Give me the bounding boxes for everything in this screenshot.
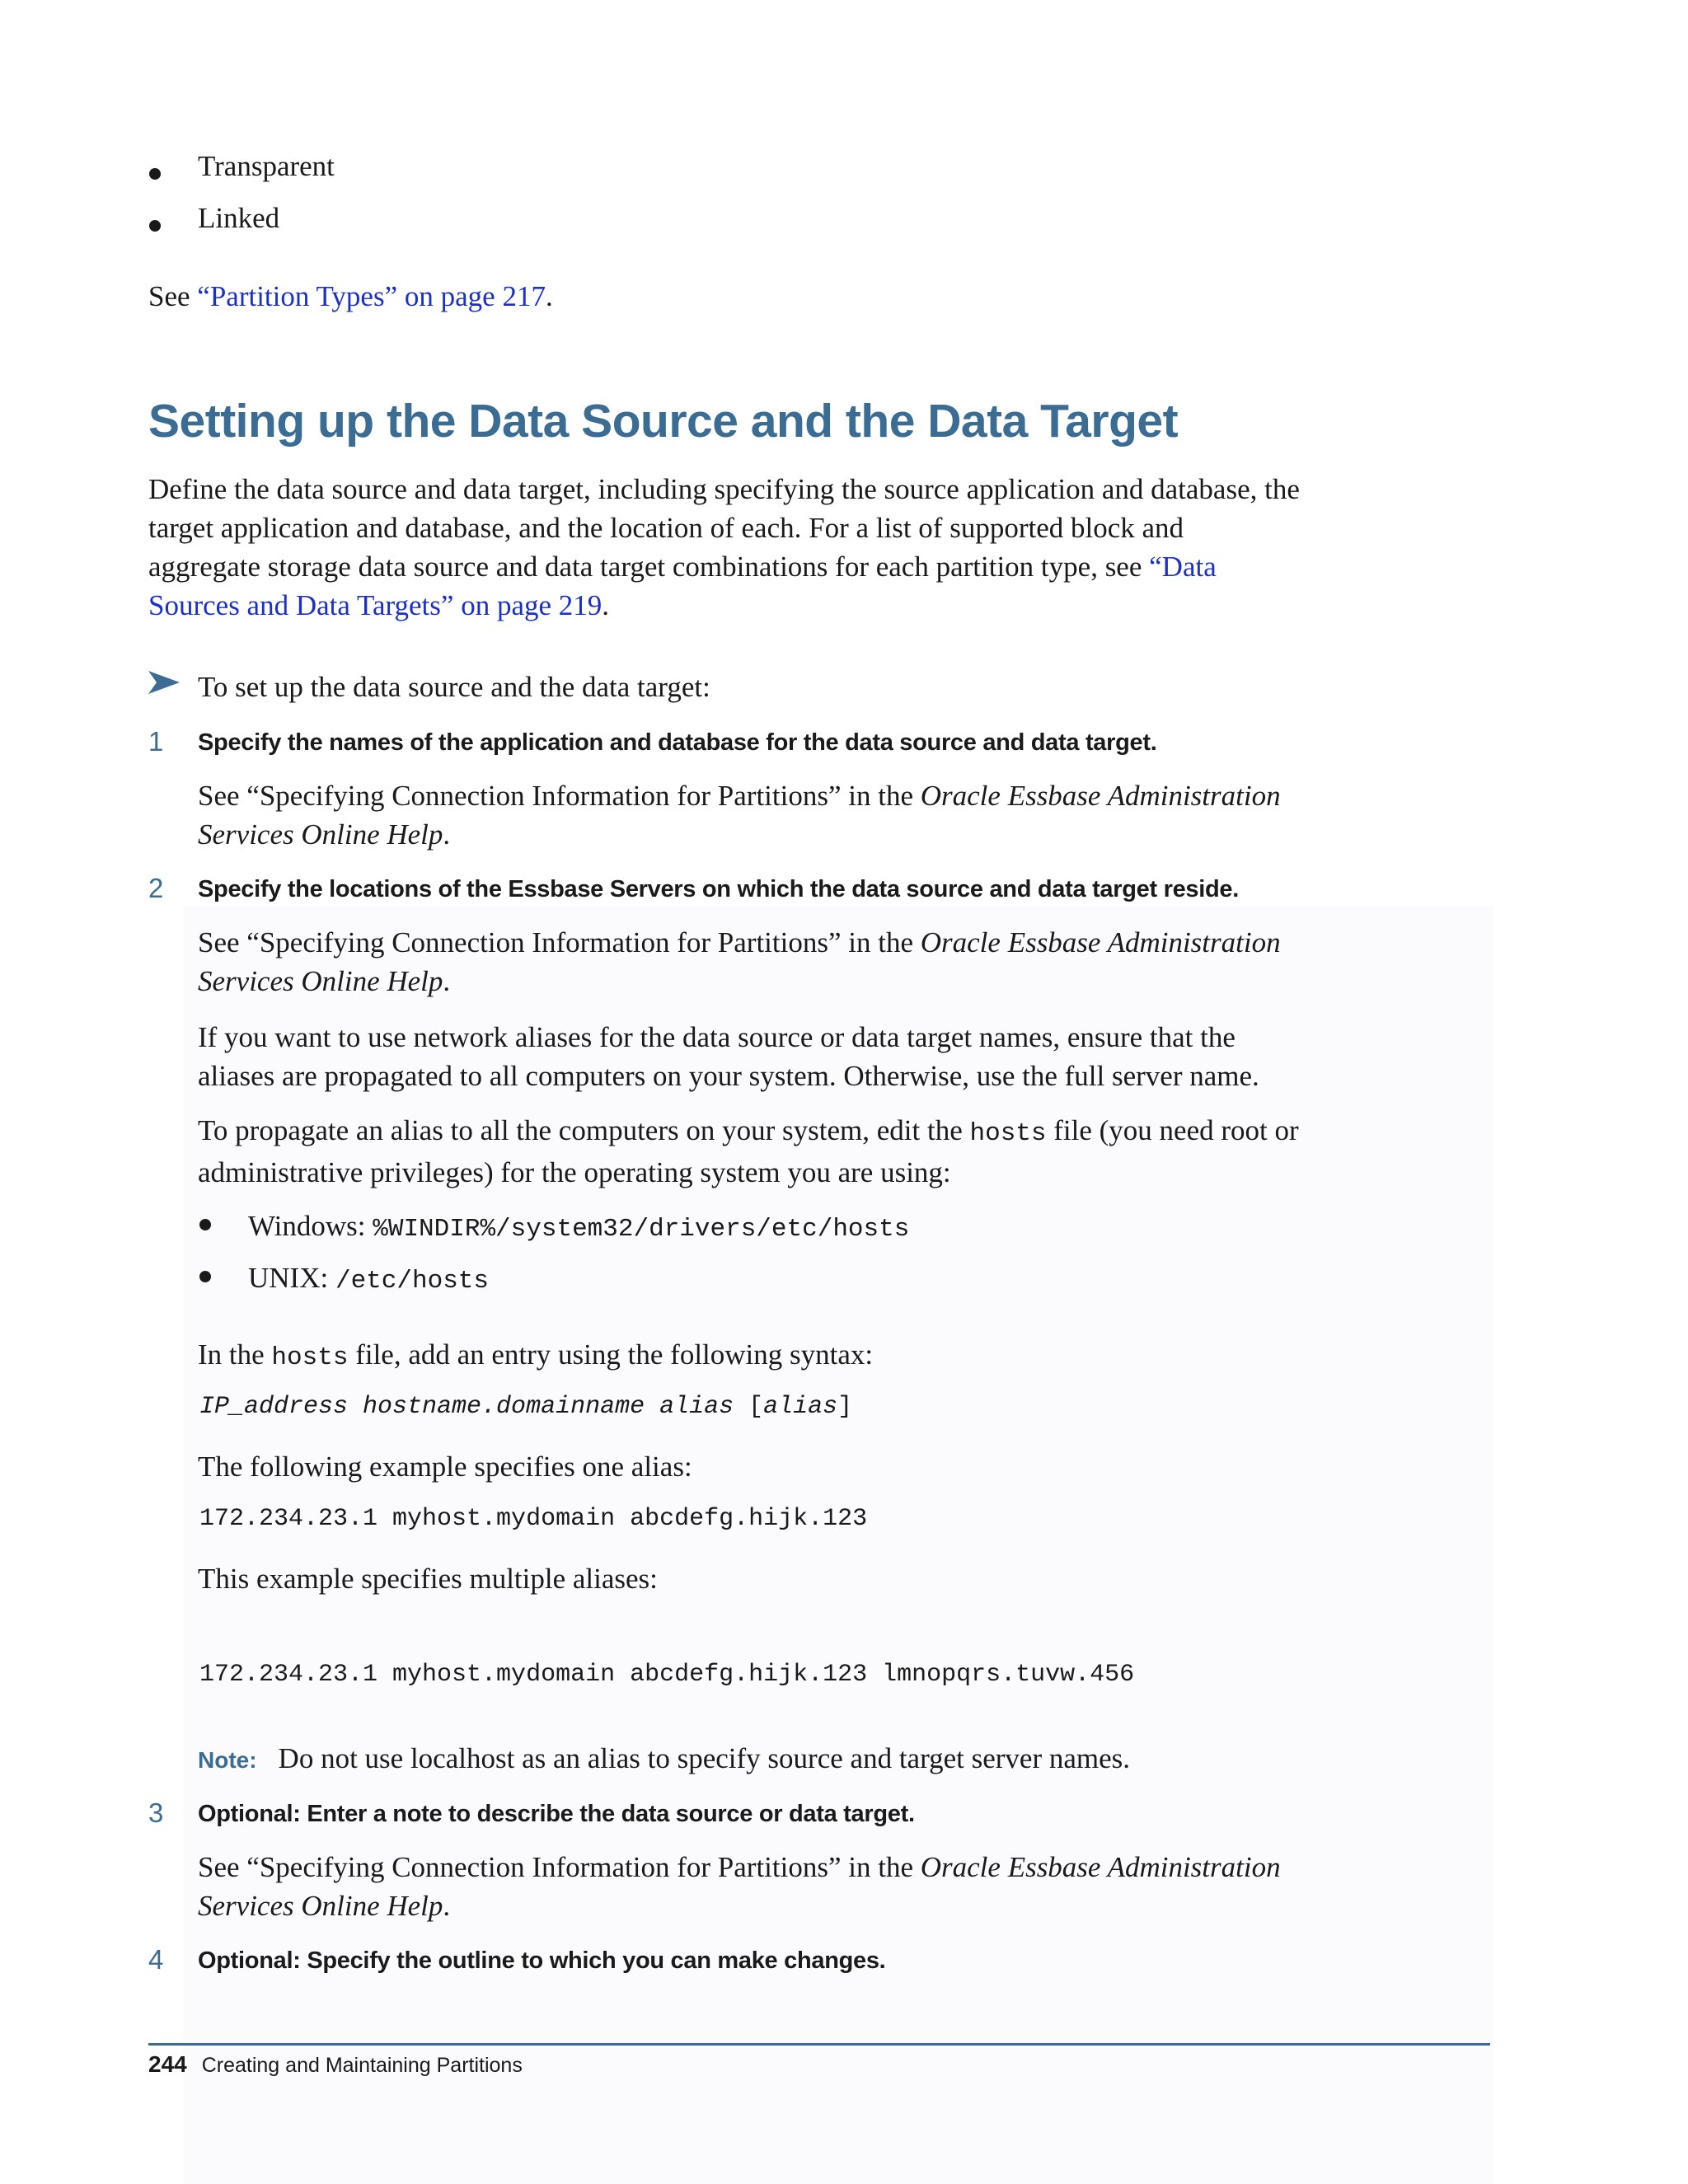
syntax-line: IP_address hostname.domainname alias [alias]: [199, 1393, 853, 1421]
step-4-text: Optional: Specify the outline to which you can make changes.: [198, 1947, 886, 1974]
partition-types-link[interactable]: “Partition Types” on page 217: [197, 280, 546, 312]
step-1-text: Specify the names of the application and database for the data source and data target.: [198, 729, 1157, 756]
step-3-see-help: See “Specifying Connection Information for Partitions” in the Oracle Essbase Administration Services Online Help.: [198, 1851, 1281, 1922]
note-text: Do not use localhost as an alias to specify source and target server names.: [278, 1742, 1131, 1774]
section-heading: Setting up the Data Source and the Data Target: [148, 395, 1179, 448]
alias-paragraph: If you want to use network aliases for the data source or data target names, ensure that the aliases are propagated to all computers on your system. Otherwise, use the full server name.: [198, 1021, 1259, 1092]
footer-rule: [148, 2043, 1490, 2046]
bullet-item-linked: Linked: [198, 202, 280, 234]
os-bullet-unix: UNIX: /etc/hosts: [248, 1262, 489, 1296]
os-bullet-windows: Windows: %WINDIR%/system32/drivers/etc/hosts: [248, 1210, 910, 1244]
example-multi-label: This example specifies multiple aliases:: [198, 1563, 658, 1595]
note-label: Note:: [198, 1747, 257, 1773]
example-one-code: 172.234.23.1 myhost.mydomain abcdefg.hijk.123: [199, 1505, 868, 1533]
step-3-text: Optional: Enter a note to describe the data source or data target.: [198, 1801, 915, 1827]
step-number: 1: [148, 726, 164, 757]
example-multi-code: 172.234.23.1 myhost.mydomain abcdefg.hijk.123 lmnopqrs.tuvw.456: [199, 1661, 1135, 1689]
see-partition-types: See “Partition Types” on page 217.: [148, 280, 553, 312]
step-number: 3: [148, 1797, 164, 1828]
step-2-see-help: See “Specifying Connection Information for Partitions” in the Oracle Essbase Administration Services Online Help.: [198, 926, 1281, 997]
example-one-label: The following example specifies one alias:: [198, 1451, 692, 1483]
page-footer: [148, 2050, 523, 2079]
propagate-paragraph: To propagate an alias to all the computers on your system, edit the hosts file (you need root or administrative privileges) for the operating system you are using:: [198, 1114, 1299, 1188]
step-1-see-help: See “Specifying Connection Information for Partitions” in the Oracle Essbase Administration Services Online Help.: [198, 780, 1281, 851]
step-number: 2: [148, 873, 164, 903]
procedure-intro: To set up the data source and the data target:: [198, 671, 710, 703]
page-shade: [183, 907, 1493, 2184]
step-2-text: Specify the locations of the Essbase Servers on which the data source and data target reside.: [198, 876, 1239, 902]
bullet-item-transparent: Transparent: [198, 150, 335, 182]
chapter-title: Creating and Maintaining Partitions: [201, 2054, 523, 2077]
step-number: 4: [148, 1944, 164, 1975]
note: [198, 1739, 1130, 1778]
data-sources-targets-link[interactable]: “Data Sources and Data Targets” on page 219: [148, 551, 1217, 621]
arrow-right-icon: [148, 671, 180, 698]
intro-paragraph: Define the data source and data target, including specifying the source application and database, the target application and database, and the location of each. For a list of supported block and aggregate storage data source and data target combinations for each partition type, see “Data Sources and Data Targets” on page 219.: [148, 473, 1300, 621]
hosts-entry-text: In the hosts file, add an entry using the following syntax:: [198, 1338, 874, 1372]
page-number: 244: [148, 2051, 187, 2077]
